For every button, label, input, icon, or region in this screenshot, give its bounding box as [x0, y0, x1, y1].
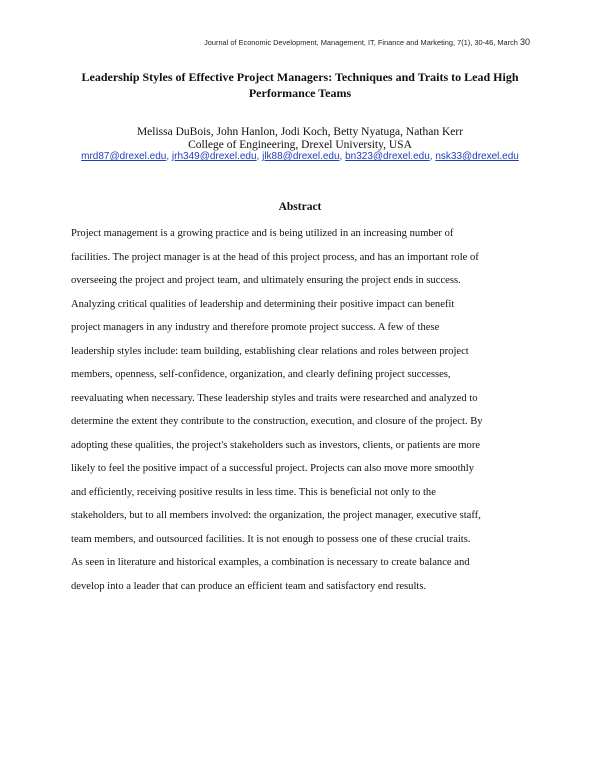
- abstract-line: determine the extent they contribute to the construction, execution, and closure of the project. By: [71, 416, 483, 427]
- abstract-heading: Abstract: [278, 201, 322, 213]
- paper-title: [60, 69, 540, 101]
- email-separator: ,: [429, 151, 433, 162]
- abstract-line: likely to feel the positive impact of a successful project. Projects can also move more smoothly: [71, 463, 475, 474]
- abstract-line: adopting these qualities, the project's stakeholders such as investors, clients, or patients are more: [71, 439, 481, 451]
- abstract-line: team members, and outsourced facilities. It is not enough to possess one of these crucial traits.: [71, 533, 471, 545]
- abstract-line: stakeholders, but to all members involved: the organization, the project manager, executive staff,: [71, 510, 481, 521]
- abstract-line: Project management is a growing practice and is being utilized in an increasing number of: [71, 228, 454, 239]
- abstract-line: overseeing the project and project team, and ultimately ensuring the project ends in success.: [71, 275, 461, 286]
- email-separator: ,: [339, 151, 343, 162]
- abstract-line: project managers in any industry and therefore promote project success. A few of these: [71, 322, 440, 333]
- author-block: [60, 126, 540, 152]
- journal-citation: Journal of Economic Development, Management, IT, Finance and Marketing, 7(1), 30-46, March: [204, 38, 518, 47]
- abstract-line: reevaluating when necessary. These leadership styles and traits were researched and analyzed to: [71, 392, 478, 404]
- email-link-kerr[interactable]: nsk33@drexel.edu: [435, 151, 519, 162]
- email-link-dubois[interactable]: mrd87@drexel.edu: [81, 151, 167, 162]
- email-separator: ,: [256, 151, 260, 162]
- author-list: Melissa DuBois, John Hanlon, Jodi Koch, Betty Nyatuga, Nathan Kerr: [136, 126, 464, 138]
- email-separator: ,: [166, 151, 170, 162]
- title-line-2: Performance Teams: [248, 86, 352, 100]
- running-header: [204, 37, 530, 47]
- abstract-line: members, openness, self-confidence, organization, and clearly defining project successes,: [71, 369, 451, 380]
- email-list: [40, 150, 560, 163]
- abstract-line: leadership styles include: team building, establishing clear relations and roles between project: [71, 345, 469, 357]
- abstract-line: facilities. The project manager is at the head of this project process, and has an important role of: [71, 251, 479, 263]
- email-link-hanlon[interactable]: jrh349@drexel.edu: [171, 151, 257, 162]
- email-link-koch[interactable]: jlk88@drexel.edu: [262, 151, 340, 162]
- title-line-1: Leadership Styles of Effective Project Managers: Techniques and Traits to Lead High: [81, 70, 519, 84]
- abstract-line: develop into a leader that can produce an efficient team and satisfactory end results.: [71, 580, 427, 592]
- affiliation: College of Engineering, Drexel University, USA: [188, 139, 412, 151]
- abstract-body: [71, 222, 531, 598]
- abstract-line: As seen in literature and historical examples, a combination is necessary to create balance and: [71, 557, 470, 568]
- page-number: 30: [519, 37, 530, 47]
- abstract-line: Analyzing critical qualities of leadership and determining their positive impact can benefit: [71, 298, 455, 310]
- email-link-nyatuga[interactable]: bn323@drexel.edu: [345, 151, 430, 162]
- abstract-line: and efficiently, receiving positive results in less time. This is beneficial not only to the: [71, 486, 436, 498]
